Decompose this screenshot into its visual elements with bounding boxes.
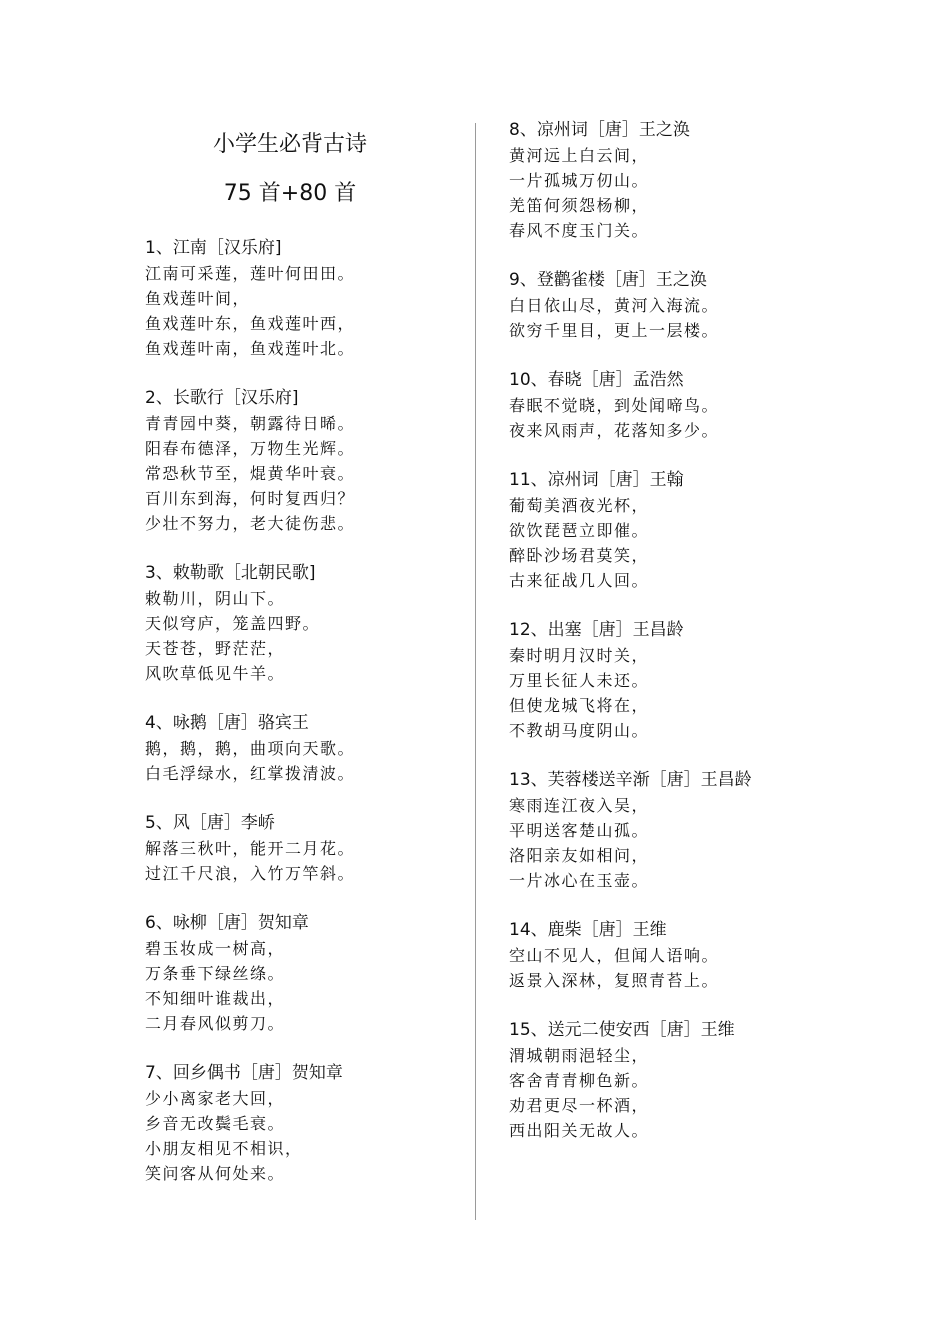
poem-line: 阳春布德泽，万物生光辉。 [145,439,356,458]
poem-line: 葡萄美酒夜光杯， [509,496,650,515]
left-poem-list [145,236,465,1186]
poem-line: 但使龙城飞将在， [509,696,650,715]
poem-block [145,911,465,1036]
poem-line: 少小离家老大回， [145,1089,286,1108]
poem-title: 10、春晓［唐］孟浩然 [509,370,684,390]
poem-line: 二月春风似剪刀。 [145,1014,286,1033]
right-poem-list [509,118,889,1143]
poem-line: 解落三秋叶，能开二月花。 [145,839,356,858]
poem-block [509,268,889,343]
column-divider [475,123,476,1220]
poem-line: 不教胡马度阴山。 [509,721,650,740]
poem-line: 鱼戏莲叶东，鱼戏莲叶西， [145,314,356,333]
document-subtitle: 75 首+80 首 [223,181,357,206]
poem-block [145,711,465,786]
poem-line: 秦时明月汉时关， [509,646,650,665]
poem-line: 乡音无改鬓毛衰。 [145,1114,286,1133]
poem-title: 1、江南［汉乐府] [145,238,282,258]
poem-line: 天似穹庐，笼盖四野。 [145,614,321,633]
poem-line: 少壮不努力，老大徒伤悲。 [145,514,356,533]
poem-line: 平明送客楚山孤。 [509,821,650,840]
poem-block [509,468,889,593]
poem-line: 一片冰心在玉壶。 [509,871,650,890]
poem-line: 万里长征人未还。 [509,671,650,690]
poem-line: 西出阳关无故人。 [509,1121,650,1140]
poem-line: 天苍苍，野茫茫， [145,639,286,658]
poem-title: 14、鹿柴［唐］王维 [509,920,667,940]
poem-block [145,236,465,361]
poem-title: 6、咏柳［唐］贺知章 [145,913,309,933]
poem-block [509,918,889,993]
poem-line: 欲饮琵琶立即催。 [509,521,650,540]
left-column [145,128,465,1211]
poem-line: 古来征战几人回。 [509,571,650,590]
poem-line: 空山不见人，但闻人语响。 [509,946,720,965]
poem-line: 黄河远上白云间， [509,146,650,165]
poem-line: 劝君更尽一杯酒， [509,1096,650,1115]
poem-title: 2、长歌行［汉乐府] [145,388,299,408]
poem-line: 返景入深林，复照青苔上。 [509,971,720,990]
poem-line: 羌笛何须怨杨柳， [509,196,650,215]
poem-line: 一片孤城万仞山。 [509,171,650,190]
poem-block [145,1061,465,1186]
poem-line: 夜来风雨声，花落知多少。 [509,421,720,440]
poem-line: 常恐秋节至，焜黄华叶衰。 [145,464,356,483]
poem-line: 春眠不觉晓，到处闻啼鸟。 [509,396,720,415]
poem-line: 洛阳亲友如相问， [509,846,650,865]
poem-line: 小朋友相见不相识， [145,1139,303,1158]
poem-line: 渭城朝雨浥轻尘， [509,1046,650,1065]
poem-block [509,368,889,443]
poem-title: 11、凉州词［唐］王翰 [509,470,684,490]
poem-line: 白毛浮绿水，红掌拨清波。 [145,764,356,783]
poem-title: 9、登鹳雀楼［唐］王之涣 [509,270,707,290]
poem-line: 江南可采莲，莲叶何田田。 [145,264,356,283]
poem-line: 白日依山尽，黄河入海流。 [509,296,720,315]
poem-title: 7、回乡偶书［唐］贺知章 [145,1063,343,1083]
poem-title: 3、敕勒歌［北朝民歌] [145,563,316,583]
poem-block [145,811,465,886]
poem-line: 醉卧沙场君莫笑， [509,546,650,565]
poem-block [509,768,889,893]
poem-line: 寒雨连江夜入吴， [509,796,650,815]
poem-line: 鹅，鹅，鹅，曲项向天歌。 [145,739,356,758]
poem-line: 碧玉妆成一树高， [145,939,286,958]
poem-line: 过江千尺浪，入竹万竿斜。 [145,864,356,883]
poem-title: 4、咏鹅［唐］骆宾王 [145,713,309,733]
right-column [509,118,889,1168]
poem-block [145,561,465,686]
poem-line: 欲穷千里目，更上一层楼。 [509,321,720,340]
poem-title: 13、芙蓉楼送辛渐［唐］王昌龄 [509,770,752,790]
poem-line: 笑问客从何处来。 [145,1164,286,1183]
document-title: 小学生必背古诗 [212,132,367,157]
poem-line: 不知细叶谁裁出， [145,989,286,1008]
poem-line: 敕勒川，阴山下。 [145,589,286,608]
poem-title: 5、风［唐］李峤 [145,813,275,833]
poem-line: 青青园中葵，朝露待日晞。 [145,414,356,433]
poem-block [509,618,889,743]
poem-block [509,1018,889,1143]
poem-line: 鱼戏莲叶间， [145,289,251,308]
poem-line: 春风不度玉门关。 [509,221,650,240]
poem-line: 风吹草低见牛羊。 [145,664,286,683]
poem-title: 15、送元二使安西［唐］王维 [509,1020,735,1040]
poem-line: 客舍青青柳色新。 [509,1071,650,1090]
poem-line: 百川东到海，何时复西归？ [145,489,356,508]
poem-block [145,386,465,536]
poem-title: 12、出塞［唐］王昌龄 [509,620,684,640]
poem-title: 8、凉州词［唐］王之涣 [509,120,690,140]
poem-line: 鱼戏莲叶南，鱼戏莲叶北。 [145,339,356,358]
poem-block [509,118,889,243]
poem-line: 万条垂下绿丝绦。 [145,964,286,983]
